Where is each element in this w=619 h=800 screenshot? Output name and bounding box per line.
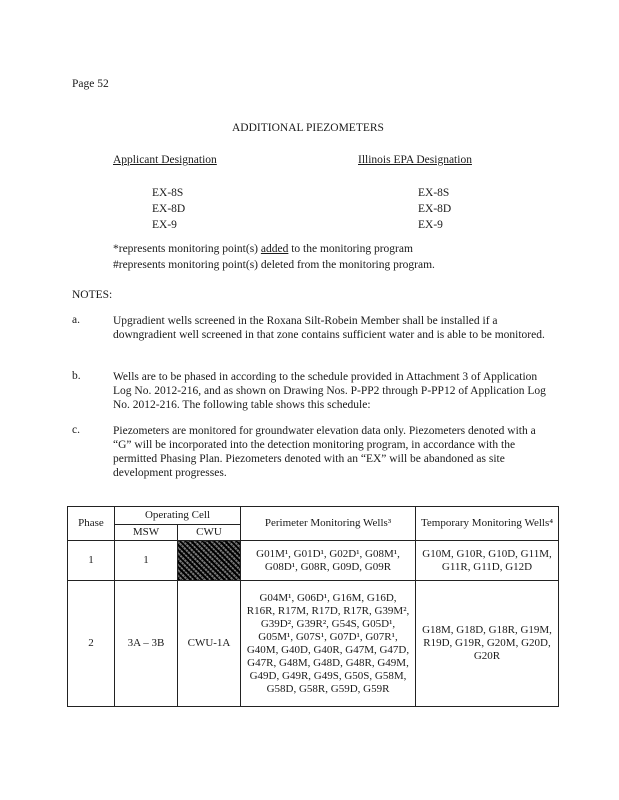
cell-cwu-scan-noise	[178, 541, 241, 581]
note-label: c.	[72, 424, 80, 436]
cell-cwu: CWU-1A	[178, 581, 241, 707]
phasing-schedule-table	[67, 506, 559, 707]
cell-temporary: G18M, G18D, G18R, G19M, R19D, G19R, G20M, G20D, G20R	[416, 581, 559, 707]
notes-heading: NOTES:	[72, 289, 113, 301]
header-cwu: CWU	[178, 525, 241, 541]
epa-id: EX-8D	[418, 203, 452, 215]
header-perimeter-wells: Perimeter Monitoring Wells³	[241, 507, 416, 541]
note-text: Wells are to be phased in according to the schedule provided in Attachment 3 of Application Log No. 2012-216, and as shown on Drawing Nos. P-PP2 through P-PP12 of Application Log No. 2012-216. The following table shows this schedule:	[113, 371, 546, 411]
header-temporary-wells: Temporary Monitoring Wells⁴	[416, 507, 559, 541]
cell-perimeter: G04M¹, G06D¹, G16M, G16D, R16R, R17M, R17D, R17R, G39M², G39D², G39R², G54S, G05D¹, G05M¹, G07S¹, G07D¹, G07R¹, G40M, G40D, G40R, G47M, G47D, G47R, G48M, G48D, G48R, G49M, G49D, G49R, G49S, G50S, G58M, G58D, G58R, G59D, G59R	[241, 581, 416, 707]
header-msw: MSW	[115, 525, 178, 541]
note-text: Upgradient wells screened in the Roxana Silt-Robein Member shall be installed if a downgradient well screened in that zone contains sufficient water and is able to be monitored.	[113, 315, 545, 341]
table-row	[68, 581, 559, 707]
epa-id: EX-8S	[418, 187, 450, 199]
note-label: a.	[72, 314, 80, 326]
cell-temporary: G10M, G10R, G10D, G11M, G11R, G11D, G12D	[416, 541, 559, 581]
footnote-deleted: #represents monitoring point(s) deleted from the monitoring program.	[113, 259, 435, 271]
note-label: b.	[72, 370, 81, 382]
cell-msw: 3A – 3B	[115, 581, 178, 707]
table-row	[68, 541, 559, 581]
applicant-designation-header: Applicant Designation	[113, 154, 217, 166]
applicant-id: EX-9	[152, 219, 177, 231]
cell-phase: 2	[68, 581, 115, 707]
epa-id: EX-9	[418, 219, 443, 231]
header-phase: Phase	[68, 507, 115, 541]
footnote-added	[113, 243, 413, 255]
note-text: Piezometers are monitored for groundwater elevation data only. Piezometers denoted with a “G” will be incorporated into the detection monitoring program, in accordance with the permitted Phasing Plan. Piezometers denoted with an “EX” will be abandoned as site development progresses.	[113, 425, 536, 479]
footnote-added-suffix: to the monitoring program	[288, 243, 413, 255]
section-title: ADDITIONAL PIEZOMETERS	[232, 122, 384, 134]
page-number: Page 52	[72, 78, 109, 90]
cell-msw: 1	[115, 541, 178, 581]
applicant-id: EX-8D	[152, 203, 186, 215]
footnote-added-word: added	[260, 243, 289, 255]
footnote-added-prefix: *represents monitoring point(s)	[113, 243, 261, 255]
cell-perimeter: G01M¹, G01D¹, G02D¹, G08M¹, G08D¹, G08R, G09D, G09R	[241, 541, 416, 581]
header-operating-cell: Operating Cell	[115, 507, 241, 525]
applicant-id: EX-8S	[152, 187, 184, 199]
epa-designation-header: Illinois EPA Designation	[358, 154, 472, 166]
cell-phase: 1	[68, 541, 115, 581]
